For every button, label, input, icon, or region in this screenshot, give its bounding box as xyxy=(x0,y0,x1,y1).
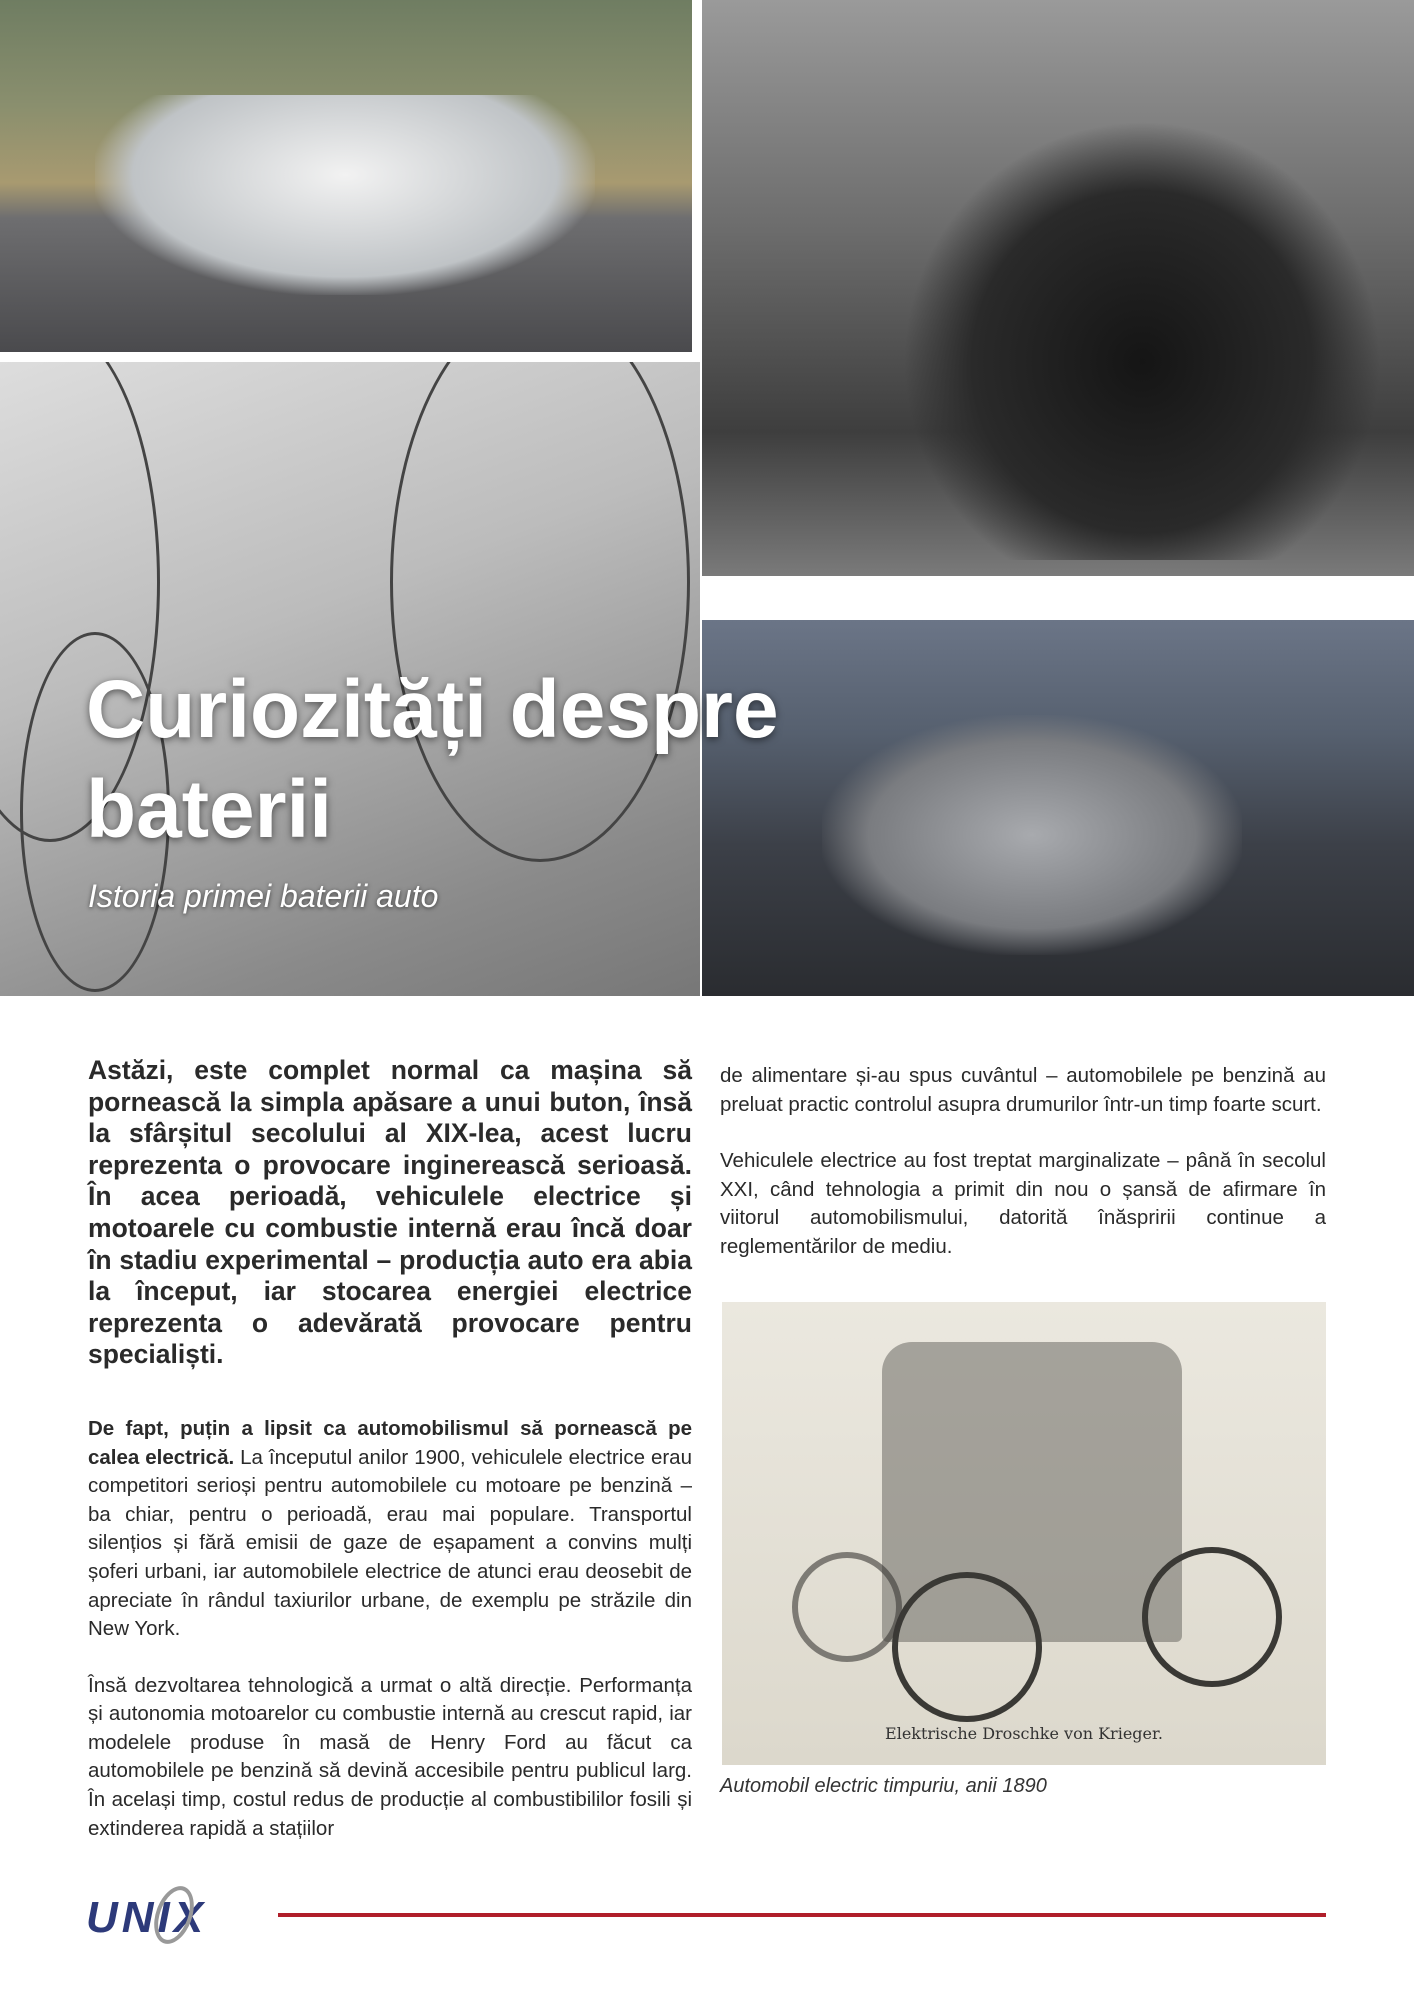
lead-paragraph: Astăzi, este complet normal ca mașina să pornească la simpla apăsare a unui buton, însă la sfârșitul secolului al XIX-lea, acest lucru reprezenta o provocare inginerească serioasă. În acea perioadă, vehiculele electrice și motoarele cu combustie internă erau încă doar în stadiu experimental – producția auto era abia la început, iar stocarea energiei electrice reprezenta o adevărată provocare pentru specialiști. xyxy=(88,1055,692,1370)
paragraph-1-bold: De fapt, puțin a lipsit ca automobilismul să pornească pe calea electrică. xyxy=(88,1416,692,1469)
article-column-left xyxy=(88,1055,692,1871)
figure-inscription: Elektrische Droschke von Krieger. xyxy=(885,1724,1163,1743)
logo-text: UNIX xyxy=(86,1893,208,1942)
paragraph-4: Vehiculele electrice au fost treptat marginalizate – până în secolul XXI, când tehnologia a primit din nou o șansă de afirmare în viitorul automobilismului, datorită înăspririi continue a reglementărilor de mediu. xyxy=(720,1149,1326,1258)
figure-caption: Automobil electric timpuriu, anii 1890 xyxy=(720,1775,1047,1797)
photo-historic-electric-car xyxy=(702,0,1414,576)
title-line-2: baterii xyxy=(86,764,333,855)
page-title xyxy=(86,660,886,860)
paragraph-3: de alimentare și-au spus cuvântul – automobilele pe benzină au preluat practic controlul asupra drumurilor într-un timp foarte scurt. xyxy=(720,1064,1326,1116)
article-column-right xyxy=(720,1062,1326,1290)
paragraph-2: Însă dezvoltarea tehnologică a urmat o altă direcție. Performanța și autonomia motoarelor cu combustie internă au crescut rapid, iar modelele produse în masă de Henry Ford au făcut ca automobilele pe benzină să devină accesibile pentru publicul larg. În același timp, costul redus de producție al combustibililor fosili și extinderea rapidă a stațiilor xyxy=(88,1673,692,1840)
photo-modern-hybrid-car xyxy=(0,0,692,352)
paragraph-1-text: La începutul anilor 1900, vehiculele electrice erau competitori serioși pentru automobilele cu motoare pe benzină – ba chiar, pentru o perioadă, erau mai populare. Transportul silențios și fără emisii de gaze de eșapament a convins mulți șoferi urbani, iar automobilele electrice de atunci erau deosebit de apreciate în rândul taxiurilor urbane, de exemplu pe străzile din New York. xyxy=(88,1445,692,1641)
paragraph-1 xyxy=(88,1415,692,1644)
figure-krieger-electric-cab xyxy=(722,1302,1326,1765)
page-subtitle: Istoria primei baterii auto xyxy=(88,878,439,914)
title-line-1: Curiozități despre xyxy=(86,664,779,755)
footer-divider xyxy=(278,1913,1326,1917)
unix-logo xyxy=(86,1885,246,1945)
